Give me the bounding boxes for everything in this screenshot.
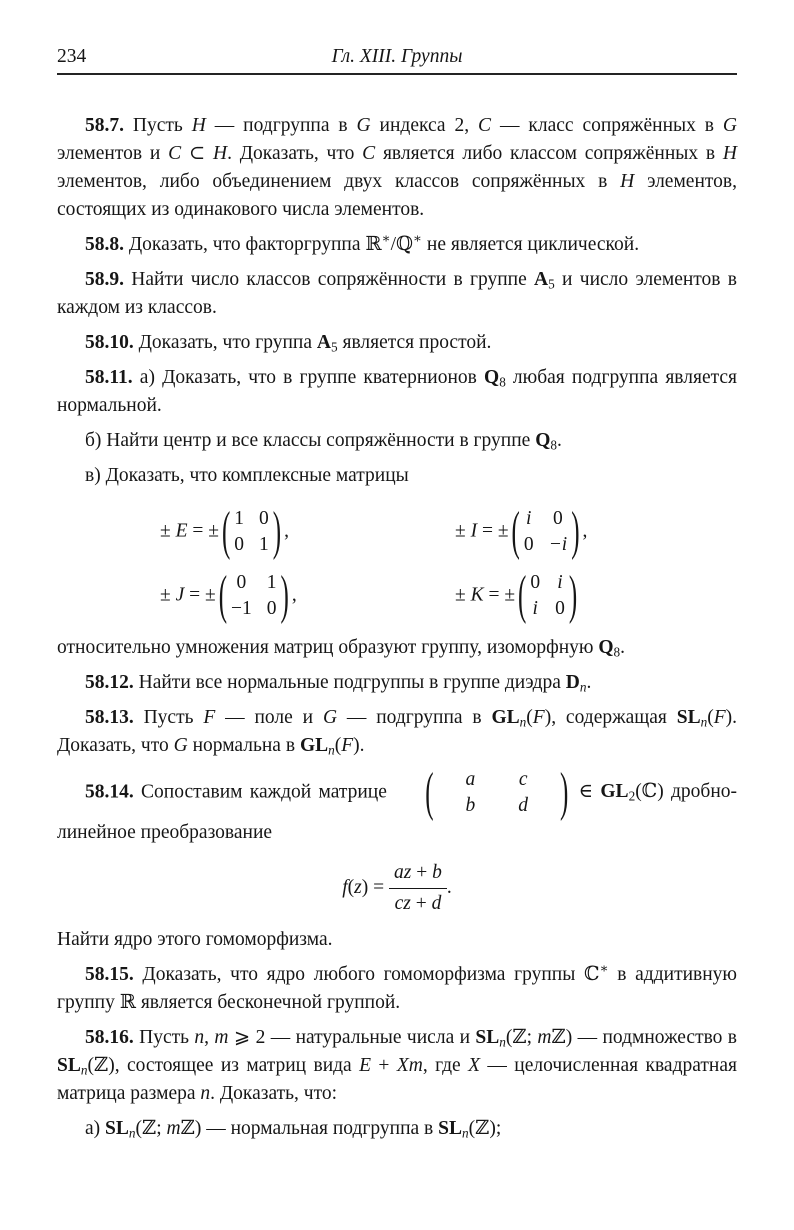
matrix-equation-I: ± I = ± ( i 0 0 −i ) ,	[455, 502, 588, 562]
problem-58-16-a: а) SLn(ℤ; mℤ) — нормальная подгруппа в SLn(ℤ);	[85, 1118, 502, 1141]
left-paren: (	[218, 566, 228, 626]
right-paren: )	[568, 566, 578, 626]
page-number: 234	[57, 46, 87, 67]
right-paren: )	[280, 566, 289, 626]
matrix-K: ( 0 i i 0 )	[518, 566, 578, 626]
problem-58-8: 58.8. Доказать, что факторгруппа ℝ∗/ℚ∗ не является циклической.	[85, 230, 640, 255]
matrix-equation-J: ± J = ± ( 0 1 −1 0 ) ,	[160, 566, 297, 626]
formula-display-58-14: f(z) = $\frac{az + b}{cz + d}$ .	[342, 862, 452, 914]
problem-58-12: 58.12. Найти все нормальные подгруппы в группе диэдра Dn.	[85, 672, 592, 695]
problem-58-11-a: 58.11. а) Доказать, что в группе кватернионов Q8 любая подгруппа является нормальной.	[57, 367, 737, 416]
matrix-display-58-11	[57, 502, 737, 626]
left-paren: (	[511, 502, 520, 562]
problem-58-10: 58.10. Доказать, что группа A5 является простой.	[85, 332, 492, 355]
right-paren: )	[571, 502, 580, 562]
left-paren: (	[518, 566, 527, 626]
fraction-denominator: cz + d	[389, 888, 447, 916]
problem-58-11-b: б) Найти центр и все классы сопряжённости в группе Q8.	[85, 430, 562, 453]
running-head	[57, 46, 737, 75]
left-paren: (	[221, 502, 231, 562]
problem-58-14-continuation: Найти ядро этого гомоморфизма.	[57, 929, 333, 950]
chapter-title: Гл. XIII. Группы	[331, 46, 463, 67]
right-paren: )	[560, 763, 569, 823]
right-paren: )	[272, 502, 282, 562]
matrix-abcd: ( a c b d )	[396, 767, 569, 819]
matrix-J: ( 0 1 −1 0 )	[218, 566, 289, 626]
fraction	[389, 861, 447, 916]
matrix-E: ( 1 0 0 1 )	[221, 502, 282, 562]
problem-58-13: 58.13. Пусть F — поле и G — подгруппа в GLn(F), содержащая SLn(F). Доказать, что G нормальна в GLn(F).	[57, 707, 737, 758]
matrix-equation-E: ± E = ± ( 1 0 0 1 ) ,	[160, 502, 289, 562]
problem-58-15: 58.15. Доказать, что ядро любого гомоморфизма группы ℂ∗ в аддитивную группу ℝ является бесконечной группой.	[57, 960, 738, 1013]
matrix-equation-K: ± K = ± ( 0 i i 0 )	[455, 566, 578, 626]
problem-58-11-v: в) Доказать, что комплексные матрицы	[85, 465, 409, 486]
left-paren: (	[425, 763, 434, 823]
problem-58-9: 58.9. Найти число классов сопряжённости в группе A5 и число элементов в каждом из классов.	[57, 269, 737, 318]
problem-58-16: 58.16. Пусть n, m ⩾ 2 — натуральные числа и SLn(ℤ; mℤ) — подмножество в SLn(ℤ), состоящее из матриц вида E + Xm, где X — целочисленная квадратная матрица размера n. Доказать, что:	[57, 1027, 738, 1104]
matrix-I: ( i 0 0 −i )	[511, 502, 580, 562]
problem-58-11-continuation: относительно умножения матриц образуют группу, изоморфную Q8.	[57, 637, 626, 660]
fraction-numerator: az + b	[394, 862, 442, 883]
problem-58-14: 58.14. Сопоставим каждой матрице ( a c b d ) ∈ GL2(ℂ) дробно-линейное преобразование	[57, 763, 738, 843]
page-body	[57, 75, 737, 1143]
problem-58-7: 58.7. Пусть H — подгруппа в G индекса 2, C — класс сопряжённых в G элементов и C ⊂ H. Доказать, что C является либо классом сопряжённых в H элементов, либо объединением двух классов сопряжённых в H элементов, состоящих из одинакового числа элементов.	[57, 115, 738, 220]
